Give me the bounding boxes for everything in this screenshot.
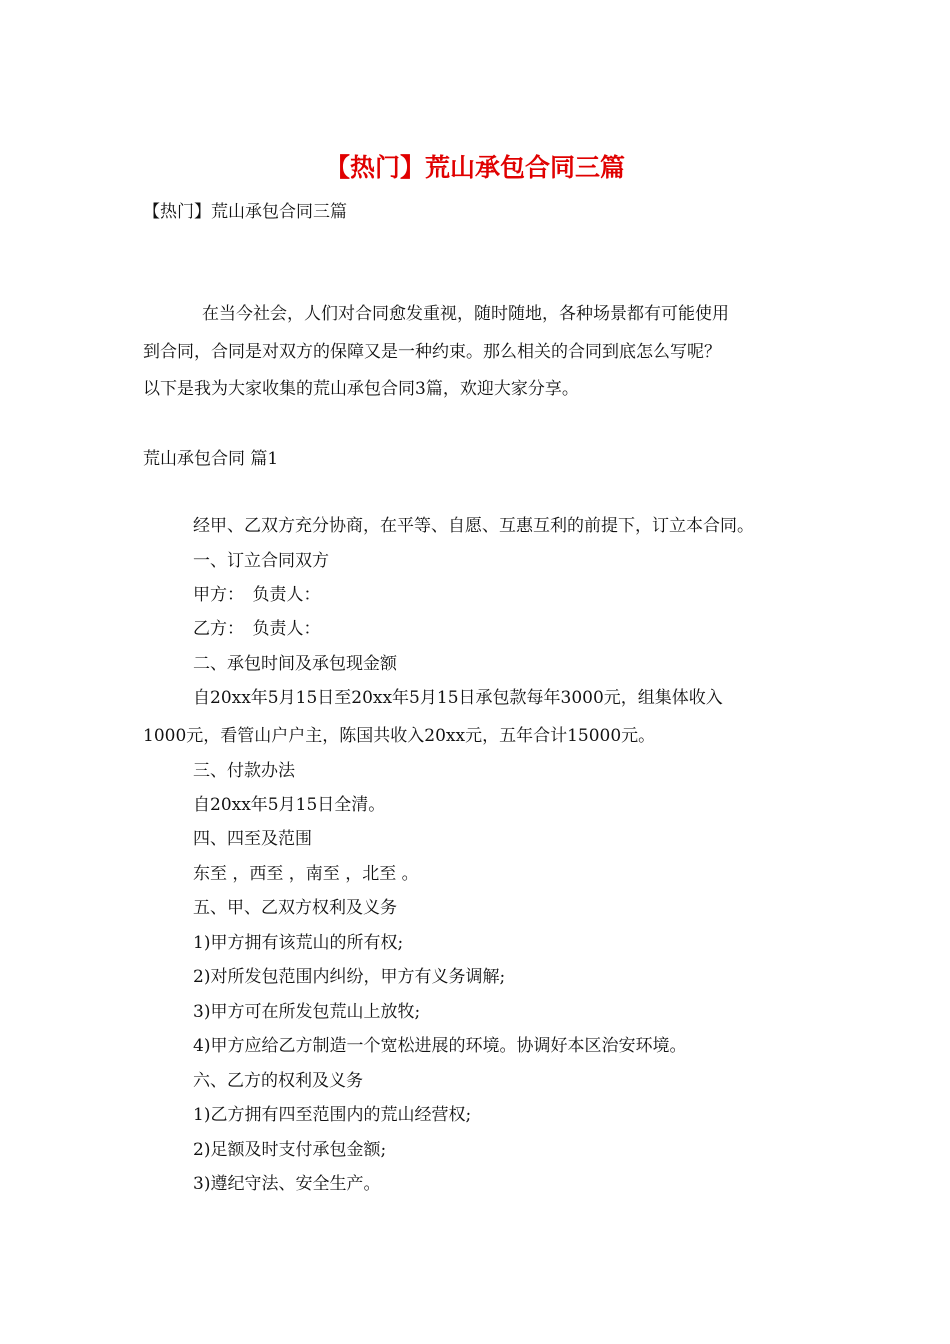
body-line-14: 2)对所发包范围内纠纷，甲方有义务调解;: [193, 967, 506, 987]
body-line-9: 自20xx年5月15日全清。: [193, 795, 386, 815]
body-line-11: 东至 ，西至 ，南至 ，北至 。: [193, 864, 419, 884]
body-line-16: 4)甲方应给乙方制造一个宽松进展的环境。协调好本区治安环境。: [193, 1036, 687, 1056]
intro-line-1: 在当今社会，人们对合同愈发重视，随时随地，各种场景都有可能使用: [202, 304, 729, 324]
body-line-20: 3)遵纪守法、安全生产。: [193, 1174, 381, 1194]
body-line-17: 六、乙方的权利及义务: [193, 1071, 363, 1091]
body-line-6: 自20xx年5月15日至20xx年5月15日承包款每年3000元，组集体收入: [193, 688, 723, 708]
body-line-1: 经甲、乙双方充分协商，在平等、自愿、互惠互利的前提下，订立本合同。: [193, 516, 754, 536]
document-title: 【热门】荒山承包合同三篇: [324, 153, 625, 182]
intro-line-3: 以下是我为大家收集的荒山承包合同3篇，欢迎大家分享。: [143, 379, 579, 399]
body-line-12: 五、甲、乙双方权利及义务: [193, 898, 397, 918]
intro-line-2: 到合同，合同是对双方的保障又是一种约束。那么相关的合同到底怎么写呢？: [143, 342, 721, 362]
body-line-2: 一、订立合同双方: [193, 551, 329, 571]
body-line-7: 1000元，看管山户户主，陈国共收入20xx元，五年合计15000元。: [143, 726, 656, 746]
body-line-15: 3)甲方可在所发包荒山上放牧;: [193, 1002, 421, 1022]
body-line-10: 四、四至及范围: [193, 829, 312, 849]
body-line-13: 1)甲方拥有该荒山的所有权;: [193, 933, 404, 953]
section-heading: 荒山承包合同 篇1: [143, 449, 279, 469]
body-line-19: 2)足额及时支付承包金额;: [193, 1140, 387, 1160]
body-line-5: 二、承包时间及承包现金额: [193, 654, 397, 674]
body-line-18: 1)乙方拥有四至范围内的荒山经营权;: [193, 1105, 472, 1125]
document-subtitle: 【热门】荒山承包合同三篇: [143, 202, 347, 222]
body-line-4: 乙方： 负责人：: [193, 619, 321, 639]
body-line-3: 甲方： 负责人：: [193, 585, 321, 605]
body-line-8: 三、付款办法: [193, 761, 295, 781]
